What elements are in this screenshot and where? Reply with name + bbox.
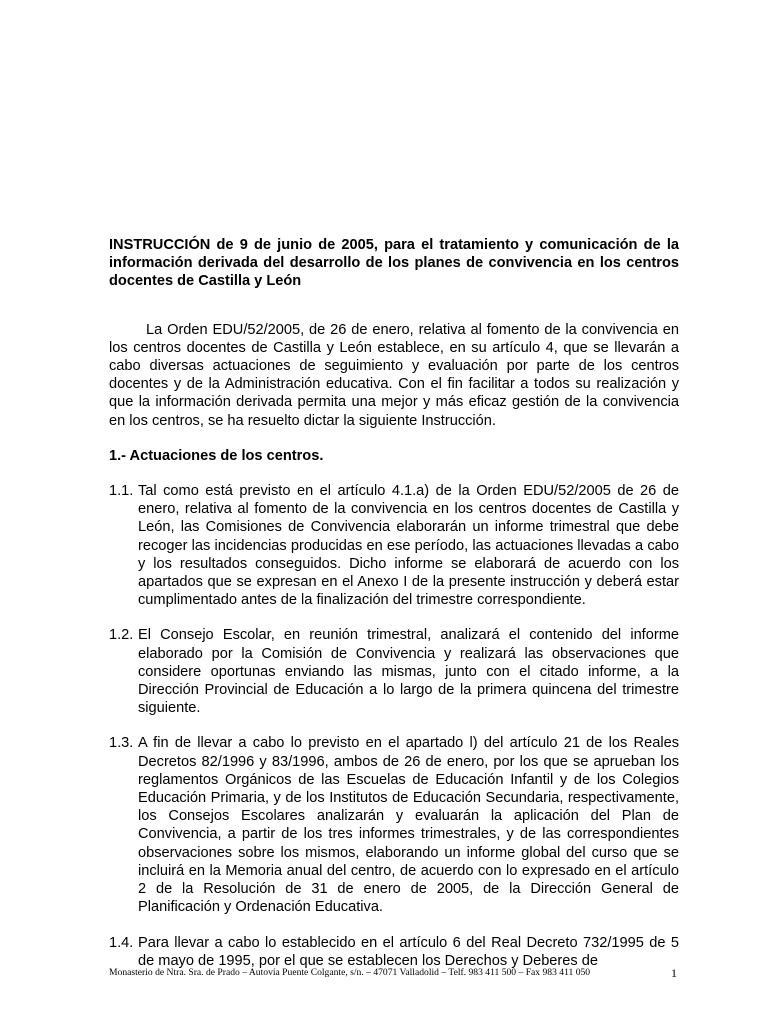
item-text: El Consejo Escolar, en reunión trimestral, analizará el contenido del informe elaborado por la Comisión de Convivencia y realizará las observaciones que considere oportunas enviando las mismas, junto con el citado informe, a la Dirección Provincial de Educación a lo largo de la primera quincena del trimestre siguiente.: [138, 627, 679, 717]
list-item: [109, 934, 679, 970]
list-item: [109, 626, 679, 717]
item-number: 1.3.: [109, 735, 134, 752]
item-number: 1.2.: [109, 627, 134, 644]
intro-paragraph: La Orden EDU/52/2005, de 26 de enero, relativa al fomento de la convivencia en los centros docentes de Castilla y León establece, en su artículo 4, que se llevarán a cabo diversas actuaciones de seguimiento y evaluación por parte de los centros docentes y de la Administración educativa. Con el fin facilitar a todos su realización y que la información derivada permita una mejor y más eficaz gestión de la convivencia en los centros, se ha resuelto dictar la siguiente Instrucción.: [109, 321, 679, 429]
page-footer: [109, 967, 679, 979]
document-body: [109, 236, 679, 987]
page-number: 1: [671, 966, 677, 980]
item-text: Para llevar a cabo lo establecido en el artículo 6 del Real Decreto 732/1995 de 5 de mayo de 1995, por el que se establecen los Derechos y Deberes de: [138, 934, 679, 969]
list-item: [109, 734, 679, 916]
item-number: 1.4.: [109, 934, 134, 951]
item-text: Tal como está previsto en el artículo 4.1.a) de la Orden EDU/52/2005 de 26 de enero, relativa al fomento de la convivencia en los centros docentes de Castilla y León, las Comisiones de Convivencia elaborarán un informe trimestral que debe recoger las incidencias producidas en ese período, las actuaciones llevadas a cabo y los resultados conseguidos. Dicho informe se elaborará de acuerdo con los apartados que se expresan en el Anexo I de la presente instrucción y deberá estar cumplimentado antes de la finalización del trimestre correspondiente.: [138, 483, 679, 609]
list-item: [109, 482, 679, 609]
item-text: A fin de llevar a cabo lo previsto en el apartado l) del artículo 21 de los Reales Decretos 82/1996 y 83/1996, ambos de 26 de enero, por los que se aprueban los reglamentos Orgánicos de las Escuelas de Educación Infantil y de los Colegios Educación Primaria, y de los Institutos de Educación Secundaria, respectivamente, los Consejos Escolares analizarán y evaluarán la aplicación del Plan de Convivencia, a partir de los tres informes trimestrales, y de las correspondientes observaciones sobre los mismos, elaborando un informe global del curso que se incluirá en la Memoria anual del centro, de acuerdo con lo expresado en el artículo 2 de la Resolución de 31 de enero de 2005, de la Dirección General de Planificación y Ordenación Educativa.: [138, 735, 679, 916]
section-heading: 1.- Actuaciones de los centros.: [109, 447, 324, 464]
item-number: 1.1.: [109, 483, 134, 500]
footer-address: Monasterio de Ntra. Sra. de Prado – Autovía Puente Colgante, s/n. – 47071 Valladolid – Telf. 983 411 500 – Fax 983 411 050: [109, 967, 591, 978]
document-title: INSTRUCCIÓN de 9 de junio de 2005, para el tratamiento y comunicación de la información derivada del desarrollo de los planes de convivencia en los centros docentes de Castilla y León: [109, 237, 679, 290]
